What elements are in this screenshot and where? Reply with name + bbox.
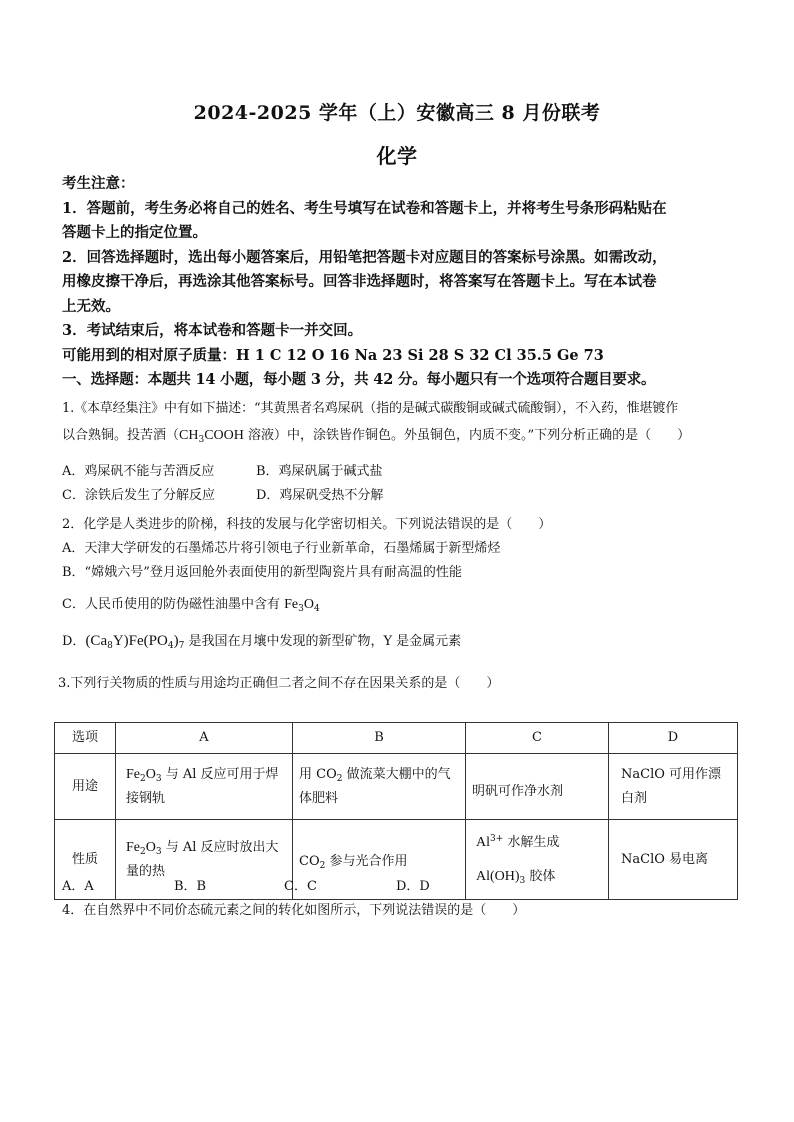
q2-stem: 2．化学是人类进步的阶梯，科技的发展与化学密切相关。下列说法错误的是（ ） bbox=[62, 517, 552, 532]
notice-line: 用橡皮擦干净后，再选涂其他答案标号。回答非选择题时，将答案写在答题卡上。写在本试卷 bbox=[62, 273, 657, 290]
question-2 bbox=[62, 513, 738, 654]
notice-line: 答题卡上的指定位置。 bbox=[62, 224, 207, 241]
q1-option-a[interactable]: A．鸡屎矾不能与苦酒反应 bbox=[62, 464, 215, 479]
notice-line: 1．答题前，考生务必将自己的姓名、考生号填写在试卷和答题卡上，并将考生号条形码粘贴在 bbox=[62, 199, 667, 217]
table-header-cell: 选项 bbox=[55, 723, 116, 754]
notice-heading: 考生注意： bbox=[62, 175, 135, 192]
q1-option-c[interactable]: C．涂铁后发生了分解反应 bbox=[62, 488, 215, 503]
exam-title: 2024-2025 学年（上）安徽高三 8 月份联考 bbox=[193, 102, 601, 124]
table-cell: 用 $CO_2$ 做流菜大棚中的气 体肥料 bbox=[293, 754, 466, 820]
section-heading: 一、选择题：本题共 14 小题，每小题 3 分，共 42 分。每小题只有一个选项符合题目要求。 bbox=[62, 371, 656, 388]
q1-option-b[interactable]: B．鸡屎矾属于碱式盐 bbox=[256, 464, 383, 479]
table-cell: $Al^{3+}$ 水解生成 $Al(OH)_3$ 胶体 bbox=[466, 820, 609, 900]
notice-section bbox=[62, 172, 738, 393]
q3-option-d[interactable]: D．D bbox=[396, 879, 430, 894]
table-header-cell: B bbox=[293, 723, 466, 754]
table-cell: NaClO 易电离 bbox=[609, 820, 738, 900]
q3-option-a[interactable]: A．A bbox=[62, 879, 94, 894]
table-cell: NaClO 可用作漂 白剂 bbox=[609, 754, 738, 820]
table-header-cell: C bbox=[466, 723, 609, 754]
q2-option-b[interactable]: B．“嫦娥六号”登月返回舱外表面使用的新型陶瓷片具有耐高温的性能 bbox=[62, 565, 462, 580]
notice-line: 2．回答选择题时，选出每小题答案后，用铅笔把答题卡对应题目的答案标号涂黑。如需改动， bbox=[62, 248, 667, 266]
q3-option-c[interactable]: C．C bbox=[284, 879, 317, 894]
atomic-masses: 可能用到的相对原子质量：H 1 C 12 O 16 Na 23 Si 28 S 32 Cl 35.5 Ge 73 bbox=[62, 346, 604, 364]
q3-options bbox=[62, 875, 738, 899]
notice-line: 3．考试结束后，将本试卷和答题卡一并交回。 bbox=[62, 322, 363, 339]
row-label: 性质 bbox=[55, 820, 116, 900]
table-cell: $CO_2$ 参与光合作用 bbox=[293, 820, 466, 900]
q3-stem: 3.下列行关物质的性质与用途均正确但二者之间不存在因果关系的是（ ） bbox=[58, 676, 500, 691]
table-header-cell: D bbox=[609, 723, 738, 754]
table-row bbox=[55, 754, 738, 820]
table-cell: $Fe_2O_3$ 与 Al 反应时放出大 量的热 bbox=[116, 820, 293, 900]
q2-option-d[interactable]: D．$(Ca_8Y)Fe(PO_4)_7$ 是我国在月壤中发现的新型矿物，Y 是金属元素 bbox=[62, 633, 462, 651]
notice-line: 上无效。 bbox=[62, 297, 120, 315]
q1-stem-line2: 以合熟铜。投苦酒（$CH_3COOH$ 溶液）中，涂铁皆作铜色。外虽铜色，内质不变。”下列分析正确的是（ ） bbox=[62, 428, 691, 445]
q4-stem: 4．在自然界中不同价态硫元素之间的转化如图所示，下列说法错误的是（ ） bbox=[62, 903, 526, 918]
question-3 bbox=[58, 672, 734, 696]
q3-table bbox=[54, 722, 738, 900]
exam-subject: 化学 bbox=[376, 144, 418, 168]
question-4 bbox=[62, 899, 738, 923]
table-row bbox=[55, 723, 738, 754]
q1-option-d[interactable]: D．鸡屎矾受热不分解 bbox=[256, 488, 384, 503]
question-1 bbox=[62, 397, 738, 508]
table-cell: $Fe_2O_3$ 与 Al 反应可用于焊 接钢轨 bbox=[116, 754, 293, 820]
q2-option-c[interactable]: C．人民币使用的防伪磁性油墨中含有 $Fe_3O_4$ bbox=[62, 597, 320, 614]
q3-option-b[interactable]: B．B bbox=[174, 879, 207, 894]
q1-stem-line1: 1.《本草经集注》中有如下描述：“其黄黑者名鸡屎矾（指的是碱式碳酸铜或碱式硫酸铜），不入药，惟堪镀作 bbox=[62, 401, 679, 416]
table-header-cell: A bbox=[116, 723, 293, 754]
q2-option-a[interactable]: A．天津大学研发的石墨烯芯片将引领电子行业新革命，石墨烯属于新型烯烃 bbox=[62, 541, 501, 556]
row-label: 用途 bbox=[55, 754, 116, 820]
table-cell: 明矾可作净水剂 bbox=[466, 754, 609, 820]
